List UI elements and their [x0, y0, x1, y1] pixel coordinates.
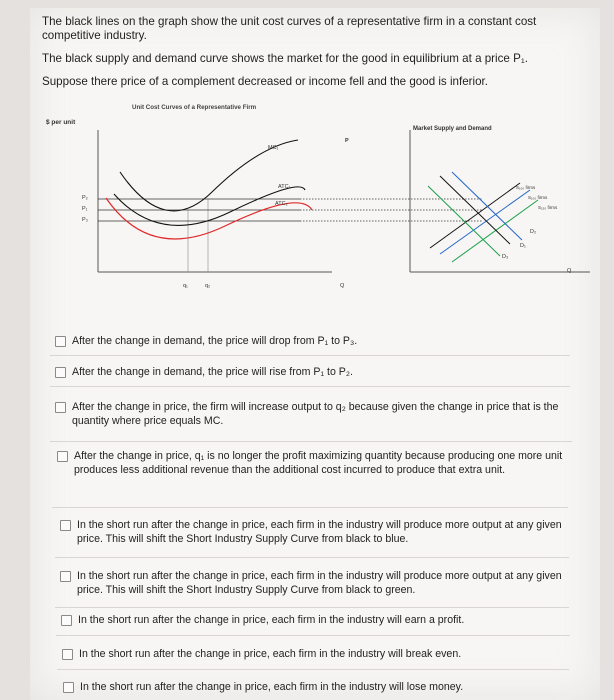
s3-label: S₁₅₀ firms: [538, 205, 558, 210]
mc-label: MC₁: [268, 145, 279, 151]
y-axis-label: $ per unit: [46, 119, 76, 126]
graph-title: Unit Cost Curves of a Representative Firm: [132, 104, 257, 111]
firm-q-label: Q: [340, 283, 345, 289]
option-8-text: In the short run after the change in price, each firm in the industry will break even.: [79, 648, 462, 660]
option-5[interactable]: [60, 518, 572, 546]
option-4[interactable]: [57, 449, 571, 477]
p3-label: P₃: [82, 217, 88, 223]
supply-black: [430, 183, 520, 248]
q1-label: q₁: [183, 283, 188, 289]
option-3-text: After the change in price, the firm will increase output to q₂ because given the change in price that is the quantity where price equals MC.: [72, 401, 559, 427]
market-title: Market Supply and Demand: [413, 126, 492, 132]
divider: [52, 507, 568, 508]
intro-line-3: Suppose there price of a complement decreased or income fell and the good is inferior.: [42, 75, 488, 88]
option-1-text: After the change in demand, the price will drop from P₁ to P₃.: [72, 335, 358, 347]
option-4-checkbox[interactable]: [57, 451, 68, 462]
intro-line-1b: competitive industry.: [42, 29, 147, 42]
market-q-label: Q: [567, 268, 572, 274]
option-1[interactable]: [55, 334, 575, 348]
option-2-checkbox[interactable]: [55, 367, 66, 378]
option-6-checkbox[interactable]: [60, 571, 71, 582]
option-3-checkbox[interactable]: [55, 402, 66, 413]
intro-line-1a: The black lines on the graph show the unit cost curves of a representative firm in a constant cost: [42, 15, 537, 28]
option-2[interactable]: [55, 365, 575, 379]
option-7-checkbox[interactable]: [61, 615, 72, 626]
market-p-label: P: [345, 138, 349, 144]
option-9-checkbox[interactable]: [63, 682, 74, 693]
d2-label: D₂: [530, 229, 537, 235]
supply-green: [452, 200, 538, 262]
option-2-text: After the change in demand, the price will rise from P₁ to P₂.: [72, 366, 353, 378]
divider: [50, 355, 570, 356]
option-9-text: In the short run after the change in price, each firm in the industry will lose money.: [80, 681, 464, 693]
option-8-checkbox[interactable]: [62, 649, 73, 660]
intro-line-2: The black supply and demand curve shows the market for the good in equilibrium at a price P₁.: [42, 52, 528, 65]
demand-d2: [452, 172, 522, 240]
q2-label: q₂: [205, 283, 211, 289]
d3-label: D₃: [502, 254, 509, 260]
option-7-text: In the short run after the change in price, each firm in the industry will earn a profit.: [78, 614, 465, 626]
option-5-text: In the short run after the change in price, each firm in the industry will produce more output at any given price. This will shift the Short Industry Supply Curve from black to blue.: [77, 519, 562, 545]
p2-label: P₂: [82, 195, 88, 201]
atc2-label: ATC₂: [275, 201, 288, 207]
divider: [50, 441, 572, 442]
divider: [55, 557, 569, 558]
option-1-checkbox[interactable]: [55, 336, 66, 347]
atc1-label: ATC₁: [278, 184, 291, 190]
option-9[interactable]: [63, 680, 571, 694]
option-4-text: After the change in price, q₁ is no longer the profit maximizing quantity because producing one more unit produces less additional revenue than the additional cost incurred to produce that extra unit.: [74, 450, 563, 476]
d1-label: D₁: [520, 243, 526, 249]
s1-label: S₁₀₀ firms: [516, 185, 536, 190]
divider: [50, 386, 570, 387]
s2-label: S₁₀₀ firms: [528, 195, 548, 200]
p1-label: P₁: [82, 206, 88, 212]
divider: [55, 607, 569, 608]
supply-blue: [440, 190, 530, 254]
option-8[interactable]: [62, 647, 570, 661]
divider: [56, 635, 570, 636]
option-7[interactable]: [61, 613, 571, 627]
option-6[interactable]: [60, 569, 572, 597]
option-5-checkbox[interactable]: [60, 520, 71, 531]
option-6-text: In the short run after the change in price, each firm in the industry will produce more output at any given price. This will shift the Short Industry Supply Curve from black to green.: [77, 570, 562, 596]
option-3[interactable]: [55, 400, 583, 428]
divider: [57, 669, 569, 670]
